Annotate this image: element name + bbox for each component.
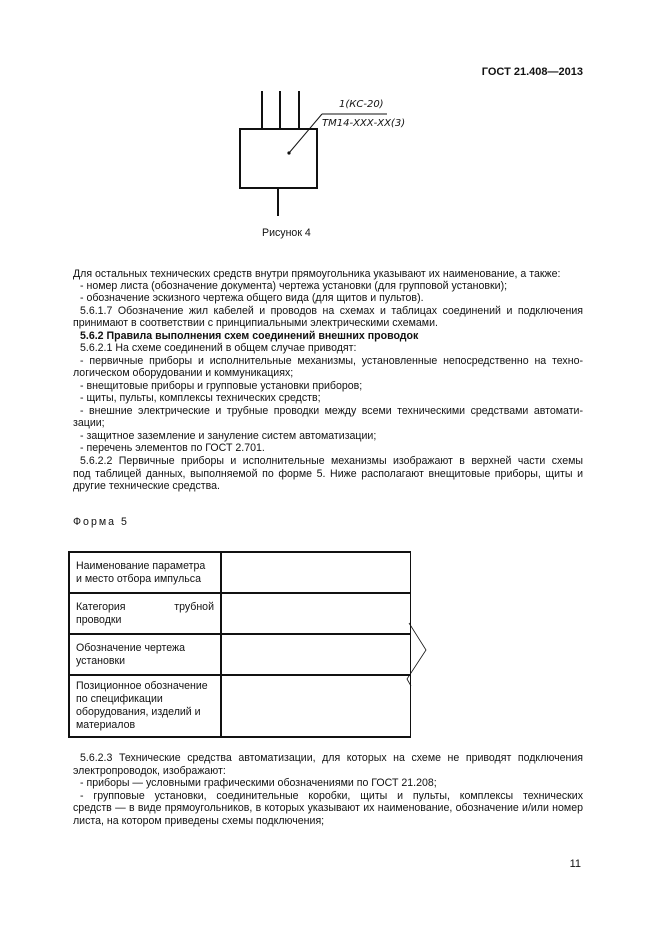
table-cell-label: Наименование параметра и место отбора импульса [69,552,221,593]
text-line: - обозначение эскизного чертежа общего вида (для щитов и пультов). [80,292,424,304]
figure-caption: Рисунок 4 [262,227,311,239]
text-line: 5.6.2.1 На схеме соединений в общем случае приводят: [80,342,357,354]
document-header: ГОСТ 21.408—2013 [481,66,583,78]
table-cell-empty [221,593,411,634]
text-line: 5.6.2.2 Первичные приборы и исполнительные механизмы изображают в верхней части схемы [80,455,583,467]
figure-label-bottom: ТМ14-ХХХ-ХХ(3) [322,118,406,129]
break-line-icon [400,620,440,690]
text-line: средств — в виде прямоугольников, в которых указывают их наименование, обозначение и/или номер [73,802,583,814]
text-line: - защитное заземление и зануление систем автоматизации; [80,430,377,442]
page-number: 11 [569,858,581,870]
text-line: - номер листа (обозначение документа) чертежа установки (для групповой установки); [80,280,508,292]
table-row [69,675,411,737]
table-row [69,634,411,675]
table-cell-empty [221,675,411,737]
table-cell-label: Позиционное обозначение по спецификации оборудования, изделий и материалов [69,675,221,737]
text-line: 5.6.2.3 Технические средства автоматизации, для которых на схеме не приводят подключения [80,752,583,764]
text-line: под таблицей данных, выполняемой по форме 5. Ниже располагают внещитовые приборы, щиты и [73,468,583,480]
figure-label-top: 1(КС-20) [339,99,384,110]
table-row [69,593,411,634]
text-line: другие технические средства. [73,480,220,492]
table-row [69,552,411,593]
text-line: зации; [73,417,105,429]
text-line: - внещитовые приборы и групповые установки приборов; [80,380,363,392]
text-line: - групповые установки, соединительные коробки, щиты и пульты, комплексы технических [80,790,583,802]
figure-4-diagram [0,0,661,260]
table-cell-label: Обозначение чертежа установки [69,634,221,675]
text-line: - внешние электрические и трубные проводки между всеми техническими средствами автомати- [80,405,583,417]
text-line: Для остальных технических средств внутри прямоугольника указывают их наименование, а также: [73,268,561,280]
table-cell-empty [221,552,411,593]
text-line: - перечень элементов по ГОСТ 2.701. [80,442,265,454]
text-line: логическом оборудовании и коммуникациях; [73,367,294,379]
text-line: электропроводок, изображают: [73,765,226,777]
text-line: - приборы — условными графическими обозначениями по ГОСТ 21.208; [80,777,437,789]
table-cell-empty [221,634,411,675]
table-cell-label: Категория трубной проводки [69,593,221,634]
text-line: листа, на котором приведены схемы подключения; [73,815,325,827]
text-line: 5.6.1.7 Обозначение жил кабелей и проводов на схемах и таблицах соединений и подключения [80,305,583,317]
form-5-table [68,551,411,738]
text-line: принимают в соответствии с принципиальными электрическими схемами. [73,317,438,329]
text-line: - первичные приборы и исполнительные механизмы, установленные непосредственно на техно- [80,355,583,367]
section-heading: 5.6.2 Правила выполнения схем соединений внешних проводок [80,330,419,342]
form-label: Форма 5 [73,516,129,528]
text-line: - щиты, пульты, комплексы технических средств; [80,392,321,404]
